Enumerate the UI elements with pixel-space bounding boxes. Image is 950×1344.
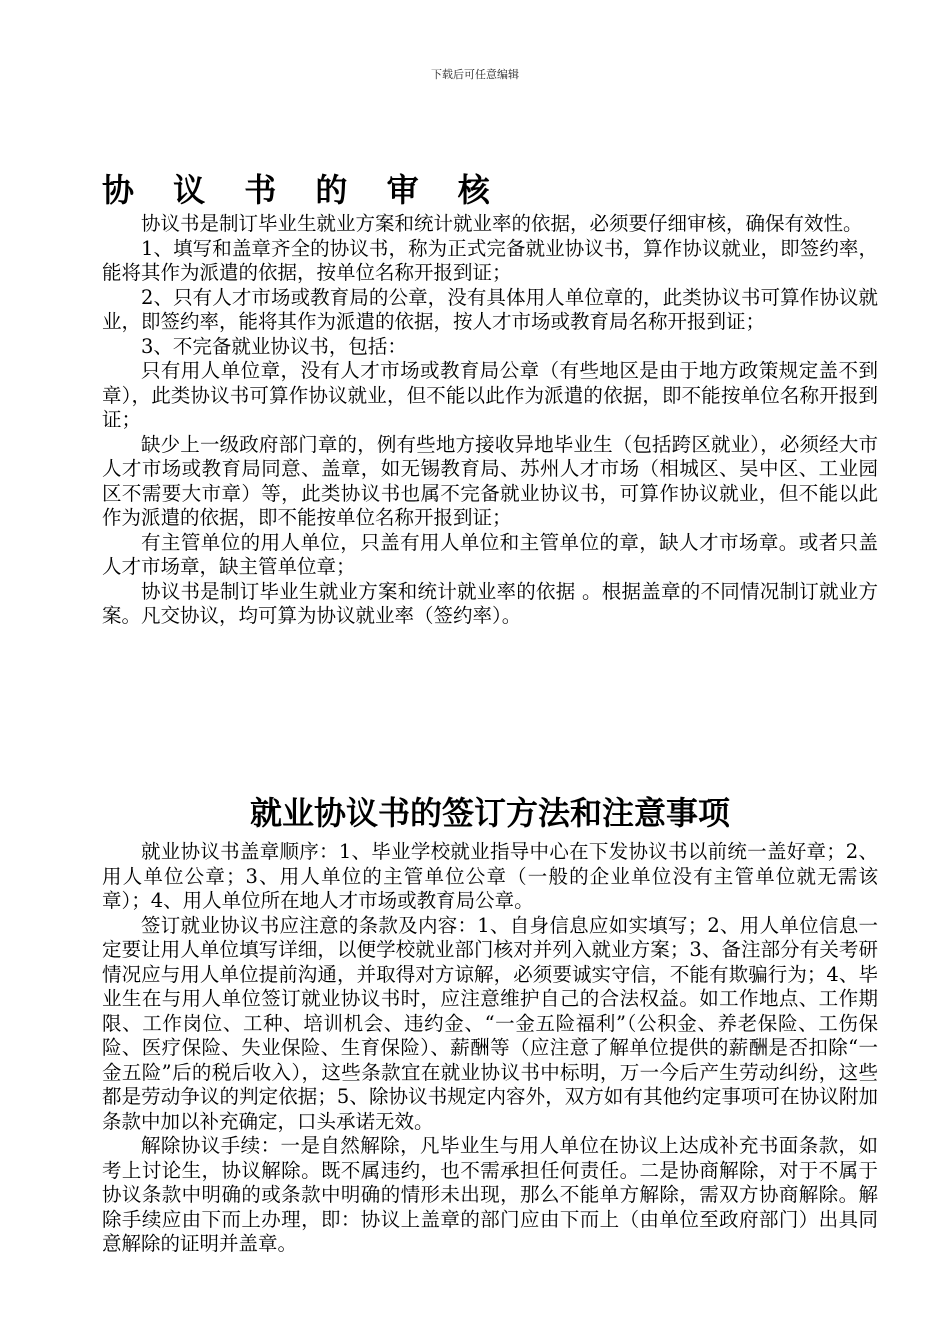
paragraph: 只有用人单位章，没有人才市场或教育局公章（有些地区是由于地方政策规定盖不到章），此类协议书可算作协议就业，但不能以此作为派遣的依据，即不能按单位名称开报到证； [102, 359, 878, 431]
paragraph: 协议书是制订毕业生就业方案和统计就业率的依据，必须要仔细审核，确保有效性。 [141, 212, 863, 235]
section-agreement-review [102, 168, 878, 629]
paragraph: 3、不完备就业协议书，包括： [141, 334, 407, 358]
section-signing-methods [102, 790, 878, 1257]
paragraph: 缺少上一级政府部门章的，例有些地方接收异地毕业生（包括跨区就业），必须经大市人才市场或教育局同意、盖章，如无锡教育局、苏州人才市场（相城区、吴中区、工业园区不需要大市章）等，此类协议书也属不完备就业协议书，可算作协议就业，但不能以此作为派遣的依据，即不能按单位名称开报到证； [102, 432, 878, 529]
paragraph: 1、填写和盖章齐全的协议书，称为正式完备就业协议书，算作协议就业，即签约率，能将其作为派遣的依据，按单位名称开报到证； [102, 236, 878, 284]
paragraph: 协议书是制订毕业生就业方案和统计就业率的依据 。根据盖章的不同情况制订就业方案。凡交协议，均可算为协议就业率（签约率）。 [102, 579, 878, 627]
page-header: 下载后可任意编辑 [431, 68, 519, 81]
paragraph: 就业协议书盖章顺序：1、毕业学校就业指导中心在下发协议书以前统一盖好章；2、用人单位公章；3、用人单位的主管单位公章（一般的企业单位没有主管单位就无需该章）；4、用人单位所在地人才市场或教育局公章。 [102, 840, 878, 912]
paragraph: 解除协议手续：一是自然解除，凡毕业生与用人单位在协议上达成补充书面条款，如考上讨论生，协议解除。既不属违约，也不需承担任何责任。二是协商解除，对于不属于协议条款中明确的或条款中明确的情形未出现，那么不能单方解除，需双方协商解除。解除手续应由下而上办理，即：协议上盖章的部门应由下而上（由单位至政府部门）出具同意解除的证明并盖章。 [102, 1134, 878, 1255]
paragraph: 签订就业协议书应注意的条款及内容：1、自身信息应如实填写；2、用人单位信息一定要让用人单位填写详细，以便学校就业部门核对并列入就业方案；3、备注部分有关考研情况应与用人单位提前沟通，并取得对方谅解，必须要诚实守信，不能有欺骗行为；4、毕业生在与用人单位签订就业协议书时，应注意维护自己的合法权益。如工作地点、工作期限、工作岗位、工种、培训机会、违约金、“一金五险福利”（公积金、养老保险、工伤保险、医疗保险、失业保险、生育保险）、薪酬等（应注意了解单位提供的薪酬是否扣除“一金五险”后的税后收入），这些条款宜在就业协议书中标明，万一今后产生劳动纠纷，这些都是劳动争议的判定依据；5、除协议书规定内容外，双方如有其他约定事项可在协议附加条款中加以补充确定，口头承诺无效。 [102, 913, 878, 1133]
paragraph: 2、只有人才市场或教育局的公章，没有具体用人单位章的，此类协议书可算作协议就业，即签约率，能将其作为派遣的依据，按人才市场或教育局名称开报到证； [102, 285, 878, 333]
section-title: 就业协议书的签订方法和注意事项 [249, 794, 730, 832]
section-title: 协 议 书 的 审 核 [102, 171, 504, 209]
paragraph: 有主管单位的用人单位，只盖有用人单位和主管单位的章，缺人才市场章。或者只盖人才市场章，缺主管单位章； [102, 530, 878, 578]
